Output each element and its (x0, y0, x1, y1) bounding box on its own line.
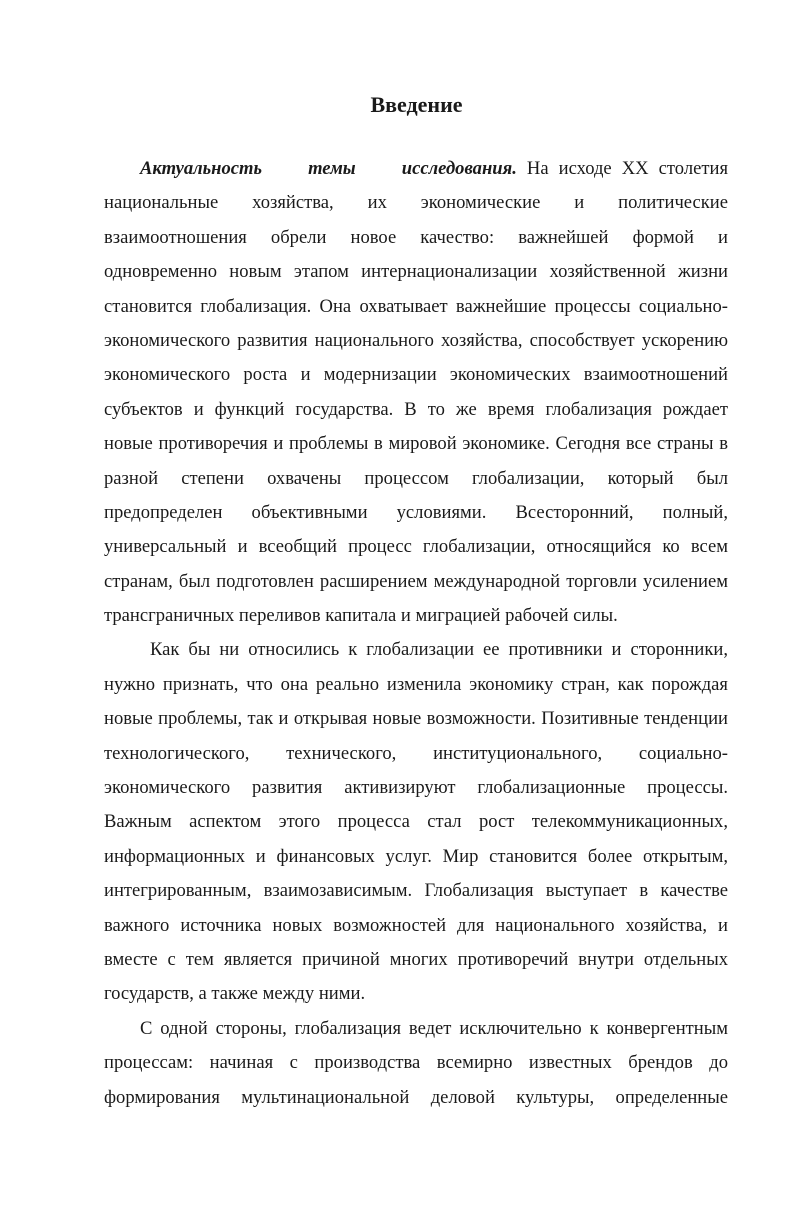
text-line-content: На исходе XX столетия (516, 158, 728, 179)
text-line: трансграничных переливов капитала и миграцией рабочей силы. (104, 605, 618, 627)
page-title: Введение (370, 92, 463, 117)
text-line: универсальный и всеобщий процесс глобализации, относящийся ко всем (104, 536, 728, 558)
text-line: С одной стороны, глобализация ведет исключительно к конвергентным (140, 1017, 728, 1039)
text-line: экономического роста и модернизации экономических взаимоотношений (104, 364, 728, 386)
text-line: становится глобализация. Она охватывает важнейшие процессы социально- (104, 295, 728, 317)
text-line: информационных и финансовых услуг. Мир становится более открытым, (104, 845, 728, 867)
text-line: субъектов и функций государства. В то же время глобализация рождает (104, 398, 728, 420)
paragraph-1 (104, 152, 728, 633)
text-line: государств, а также между ними. (104, 983, 366, 1005)
text-line: новые проблемы, так и открывая новые возможности. Позитивные тенденции (104, 708, 728, 730)
text-line: интегрированным, взаимозависимым. Глобализация выступает в качестве (104, 880, 728, 902)
text-line: экономического развития активизируют глобализационные процессы. (104, 777, 728, 799)
paragraph-3 (104, 1012, 728, 1115)
text-line: вместе с тем является причиной многих противоречий внутри отдельных (104, 948, 728, 970)
text-line: Как бы ни относились к глобализации ее противники и сторонники, (150, 639, 728, 661)
text-line: одновременно новым этапом интернационализации хозяйственной жизни (104, 261, 728, 283)
text-line: странам, был подготовлен расширением международной торговли усилением (104, 570, 728, 592)
paragraph-2 (104, 633, 728, 1011)
text-line: важного источника новых возможностей для национального хозяйства, и (104, 914, 728, 936)
text-line: Важным аспектом этого процесса стал рост телекоммуникационных, (104, 811, 728, 833)
text-line: новые противоречия и проблемы в мировой экономике. Сегодня все страны в (104, 433, 728, 455)
text-line: предопределен объективными условиями. Всесторонний, полный, (104, 501, 728, 523)
text-line: взаимоотношения обрели новое качество: важнейшей формой и (104, 226, 728, 248)
text-line: технологического, технического, институционального, социально- (104, 742, 728, 764)
text-line (104, 152, 728, 186)
paragraph-lead: Актуальность темы исследования. (140, 158, 517, 179)
text-line: национальные хозяйства, их экономические и политические (104, 192, 728, 214)
text-line: нужно признать, что она реально изменила экономику стран, как порождая (104, 673, 728, 695)
text-line: формирования мультинациональной деловой культуры, определенные (104, 1086, 728, 1108)
text-line: экономического развития национального хозяйства, способствует ускорению (104, 329, 728, 351)
text-line: процессам: начиная с производства всемирно известных брендов до (104, 1052, 728, 1074)
document-body (104, 152, 728, 1115)
text-line: разной степени охвачены процессом глобализации, который был (104, 467, 728, 489)
